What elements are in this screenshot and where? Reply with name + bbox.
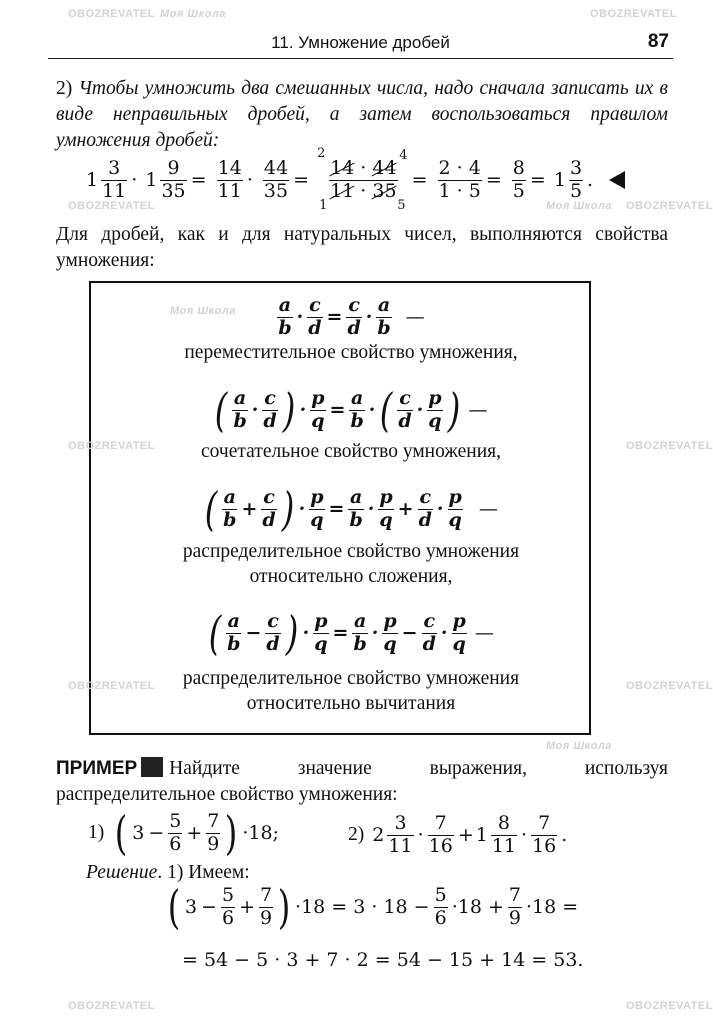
rule-paragraph: [56, 76, 668, 154]
mixed-multiplication-formula: 1 $\frac{3}{11}$ · 1 $\frac{9}{35}$ = $\frac{14}{11}$ · $\frac{44}{35}$ = 14 · 44 11 · 35 2 4 1 5 = $\frac{2 \cdot 4}{1 \cdot 5}$ = $\frac{8}{5}$ = 1 $\frac{3}{5}$ .: [86, 158, 625, 203]
example-item-2: 2) 2 $\frac{3}{11}$ · $\frac{7}{16}$ + 1 $\frac{8}{11}$ · $\frac{7}{16}$ .: [348, 812, 568, 857]
commutative-formula: $\frac{a}{b}$ · $\frac{c}{d}$ = $\frac{c}{d}$ · $\frac{a}{b}$ —: [278, 294, 425, 339]
end-of-solution-icon: [609, 171, 625, 189]
watermark: OBOZREVATEL: [68, 440, 155, 452]
watermark: Моя Школа: [170, 305, 236, 317]
distributive-subtraction-formula: ( $\frac{a}{b}$ − $\frac{c}{d}$ ) · $\frac{p}{q}$ = $\frac{a}{b}$ · $\frac{p}{q}$ − $\frac{c}{d}$ · $\frac{p}{q}$ —: [208, 606, 494, 660]
watermark: OBOZREVATEL: [590, 8, 677, 20]
associative-caption: сочетательное свойство умножения,: [201, 441, 501, 462]
properties-paragraph: Для дробей, как и для натуральных чисел, выполняются свойства умножения:: [56, 224, 668, 271]
distributive-addition-formula: ( $\frac{a}{b}$ + $\frac{c}{d}$ ) · $\frac{p}{q}$ = $\frac{a}{b}$ · $\frac{p}{q}$ + $\frac{c}{d}$ · $\frac{p}{q}$ —: [204, 482, 498, 536]
rule-number: 2): [56, 78, 79, 99]
example-item-1: 1) ( 3 − $\frac{5}{6}$ + $\frac{7}{9}$ ) ·18;: [88, 806, 279, 860]
watermark: Моя Школа: [546, 200, 612, 212]
watermark: Моя Школа: [160, 8, 226, 20]
distributive-addition-caption-1: распределительное свойство умножения: [182, 541, 520, 562]
section-title: 11. Умножение дробей: [271, 33, 450, 52]
commutative-caption: переместительное свойство умножения,: [184, 342, 518, 363]
rule-text: Чтобы умножить два смешанных числа, надо сначала записать их в виде неправильных дробей, а затем воспользоваться правилом умножения дробей:: [56, 78, 668, 151]
watermark: OBOZREVATEL: [68, 1000, 155, 1012]
watermark: OBOZREVATEL: [68, 680, 155, 692]
page-header: [48, 30, 673, 59]
solution-text: . 1) Имеем:: [157, 862, 250, 883]
associative-formula: ( $\frac{a}{b}$ · $\frac{c}{d}$ ) · $\frac{p}{q}$ = $\frac{a}{b}$ · ( $\frac{c}{d}$ · $\frac{p}{q}$ ) —: [215, 383, 488, 437]
watermark: OBOZREVATEL: [626, 680, 713, 692]
distributive-subtraction-caption-1: распределительное свойство умножения: [182, 668, 520, 689]
example-square-icon: [141, 757, 163, 777]
page-number: 87: [647, 31, 669, 52]
example-tag: ПРИМЕР: [56, 758, 138, 779]
distributive-subtraction-caption-2: относительно вычитания: [246, 693, 456, 714]
watermark: OBOZREVATEL: [626, 1000, 713, 1012]
example-text: Найдите значение выражения, используя распределительное свойство умножения:: [56, 758, 668, 805]
watermark: OBOZREVATEL: [68, 200, 155, 212]
watermark: OBOZREVATEL: [626, 200, 713, 212]
solution-line-2: = 54 − 5 · 3 + 7 · 2 = 54 − 15 + 14 = 53.: [182, 949, 584, 971]
watermark: OBOZREVATEL: [68, 8, 155, 20]
watermark: OBOZREVATEL: [626, 440, 713, 452]
watermark: Моя Школа: [546, 740, 612, 752]
example-paragraph: [56, 756, 668, 808]
solution-line-1: ( 3 − $\frac{5}{6}$ + $\frac{7}{9}$ ) ·18 = 3 · 18 − $\frac{5}{6}$ ·18 + $\frac{7}{9}$ ·18 =: [167, 880, 579, 934]
solution-label: Решение: [86, 862, 158, 883]
distributive-addition-caption-2: относительно сложения,: [249, 566, 453, 587]
